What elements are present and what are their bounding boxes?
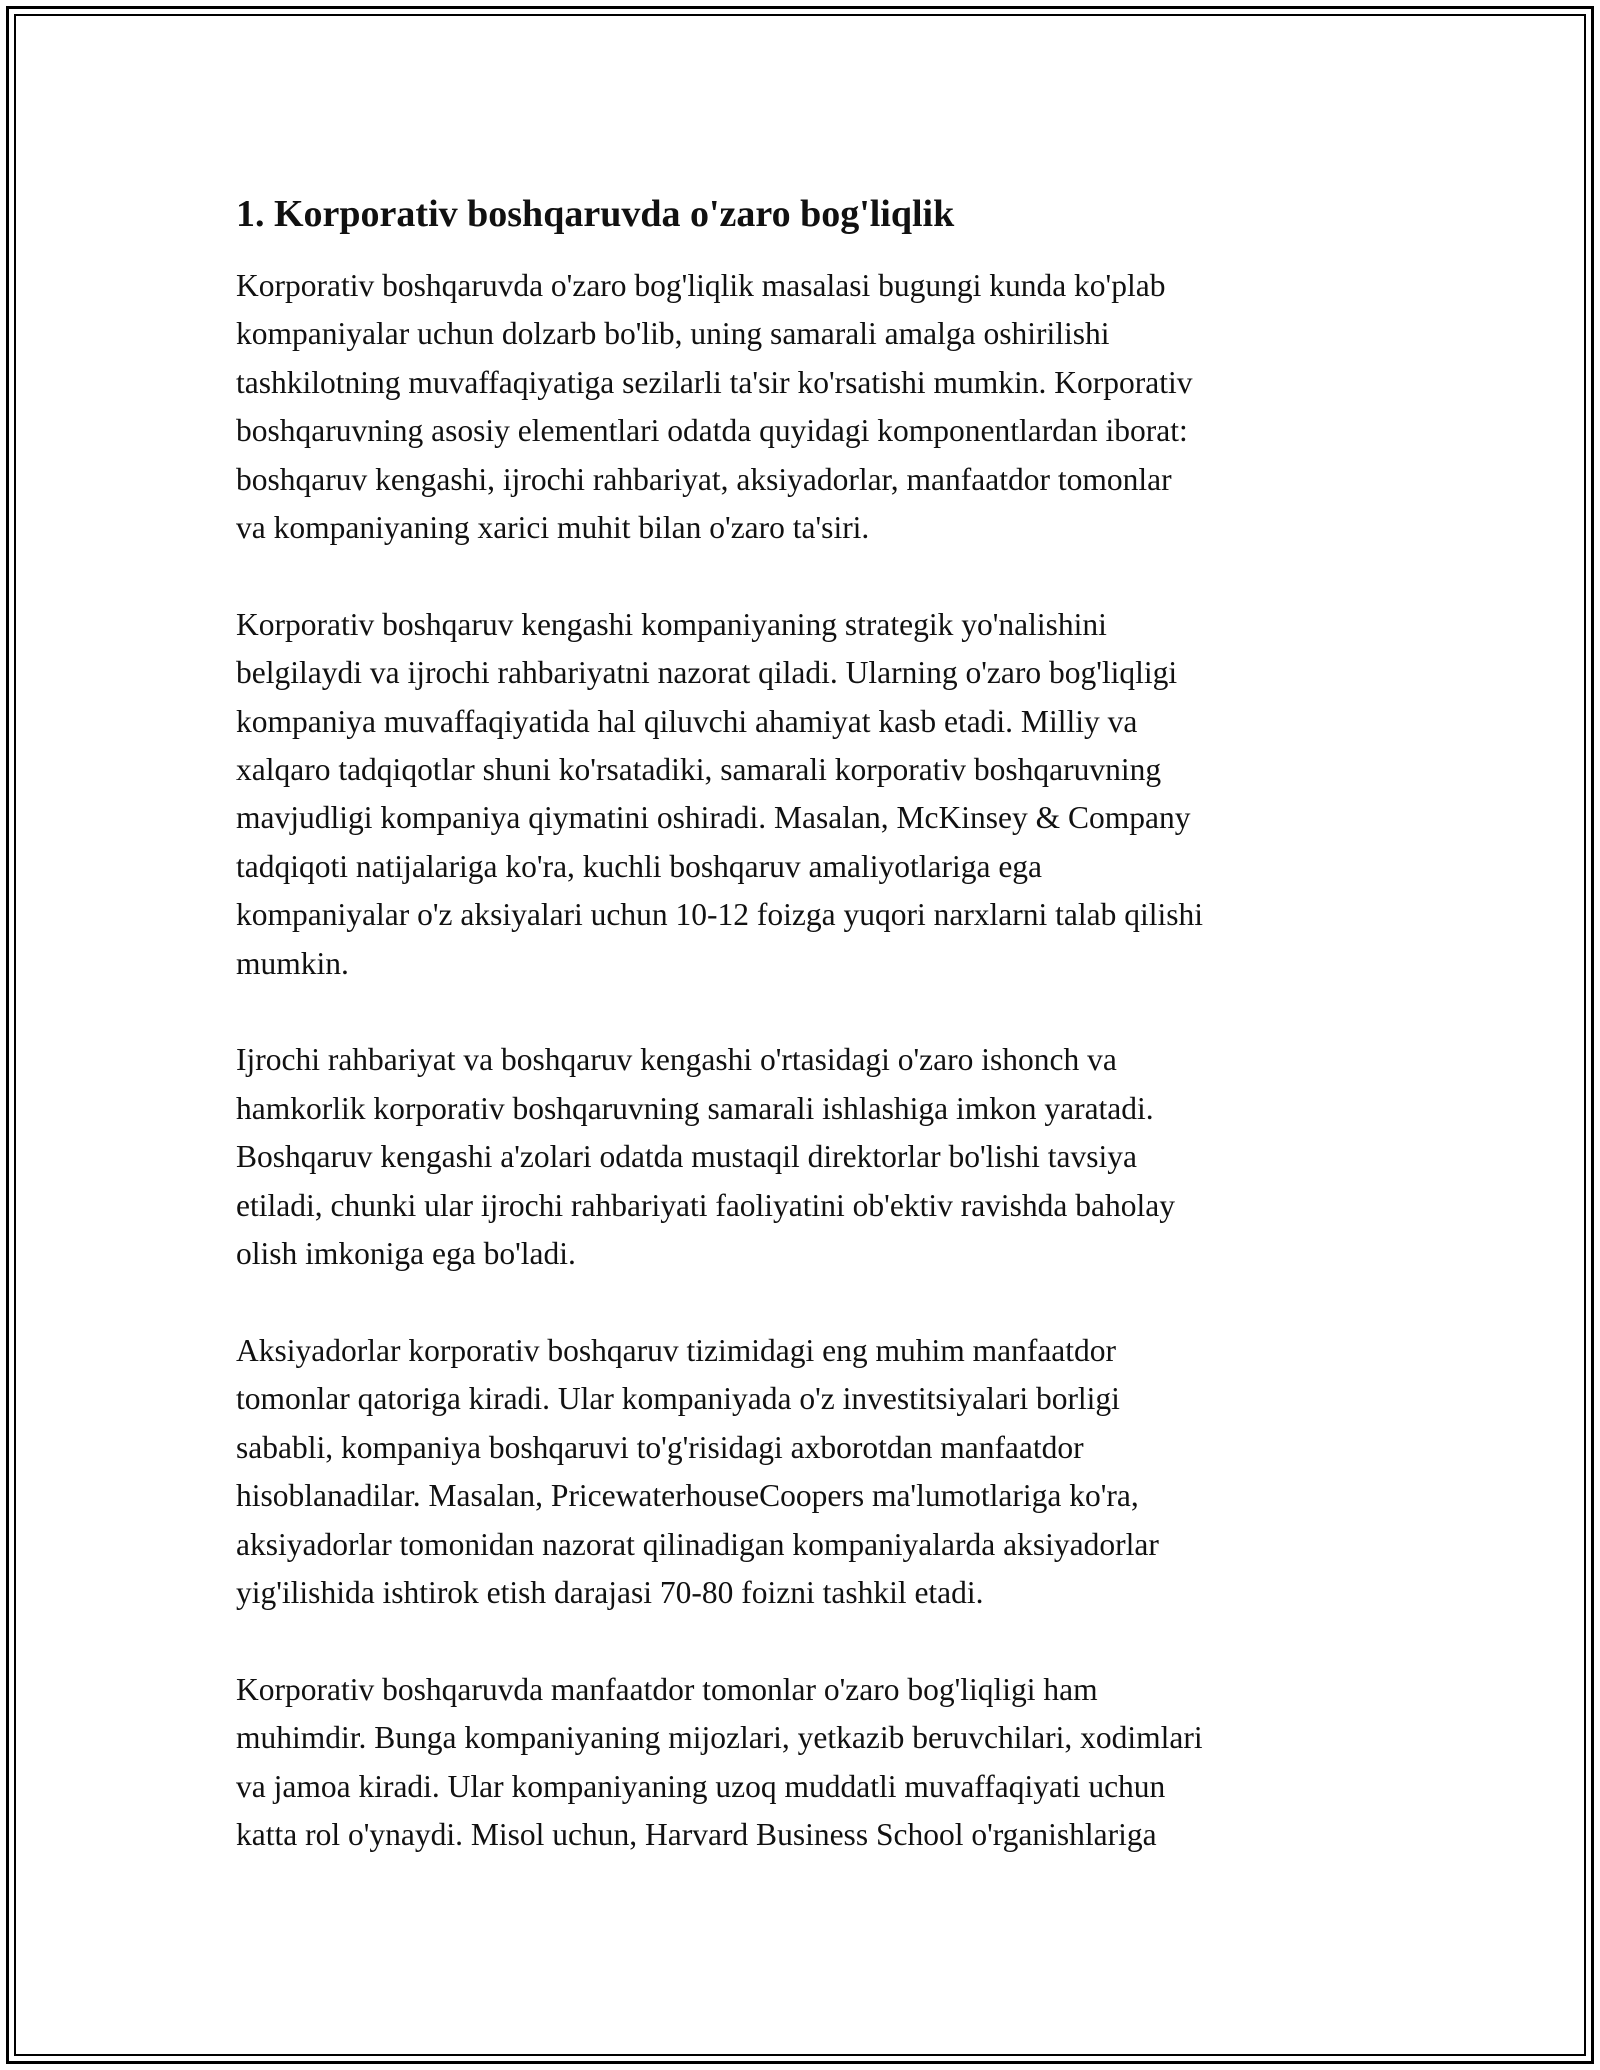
text-line: tadqiqoti natijalariga ko'ra, kuchli boshqaruv amaliyotlariga ega xyxy=(236,848,1043,884)
text-line: Ijrochi rahbariyat va boshqaruv kengashi o'rtasidagi o'zaro ishonch va xyxy=(236,1042,1117,1078)
text-line: katta rol o'ynaydi. Misol uchun, Harvard Business School o'rganishlariga xyxy=(236,1816,1157,1852)
text-line: sababli, kompaniya boshqaruvi to'g'risidagi axborotdan manfaatdor xyxy=(236,1429,1084,1465)
paragraph-list xyxy=(236,262,1376,1859)
paragraph-1 xyxy=(236,262,1376,552)
text-line: yig'ilishida ishtirok etish darajasi 70-80 foizni tashkil etadi. xyxy=(236,1574,984,1610)
text-line: tomonlar qatoriga kiradi. Ular kompaniyada o'z investitsiyalari borligi xyxy=(236,1381,1120,1417)
text-line: muhimdir. Bunga kompaniyaning mijozlari, yetkazib beruvchilari, xodimlari xyxy=(236,1720,1203,1756)
paragraph-5 xyxy=(236,1666,1376,1860)
document-body xyxy=(236,190,1376,1908)
text-line: boshqaruvning asosiy elementlari odatda quyidagi komponentlardan iborat: xyxy=(236,413,1188,449)
text-line: kompaniya muvaffaqiyatida hal qiluvchi ahamiyat kasb etadi. Milliy va xyxy=(236,703,1138,739)
text-line: Korporativ boshqaruvda o'zaro bog'liqlik masalasi bugungi kunda ko'plab xyxy=(236,268,1166,303)
text-line: olish imkoniga ega bo'ladi. xyxy=(236,1236,576,1272)
text-line: Boshqaruv kengashi a'zolari odatda mustaqil direktorlar bo'lishi tavsiya xyxy=(236,1139,1138,1175)
text-line: aksiyadorlar tomonidan nazorat qilinadigan kompaniyalarda aksiyadorlar xyxy=(236,1526,1159,1562)
text-line: Korporativ boshqaruv kengashi kompaniyaning strategik yo'nalishini xyxy=(236,606,1107,642)
paragraph-4 xyxy=(236,1327,1376,1617)
text-line: belgilaydi va ijrochi rahbariyatni nazorat qiladi. Ularning o'zaro bog'liqligi xyxy=(236,655,1178,691)
text-line: tashkilotning muvaffaqiyatiga sezilarli ta'sir ko'rsatishi mumkin. Korporativ xyxy=(236,364,1193,400)
text-line: kompaniyalar o'z aksiyalari uchun 10-12 foizga yuqori narxlarni talab qilishi xyxy=(236,897,1204,933)
paragraph-3 xyxy=(236,1036,1376,1278)
text-line: Aksiyadorlar korporativ boshqaruv tizimidagi eng muhim manfaatdor xyxy=(236,1332,1117,1368)
text-line: va kompaniyaning xarici muhit bilan o'zaro ta'siri. xyxy=(236,510,870,546)
paragraph-2 xyxy=(236,601,1376,988)
text-line: Korporativ boshqaruvda manfaatdor tomonlar o'zaro bog'liqligi ham xyxy=(236,1671,1098,1707)
section-title: 1. Korporativ boshqaruvda o'zaro bog'liqlik xyxy=(236,193,955,235)
text-line: xalqaro tadqiqotlar shuni ko'rsatadiki, samarali korporativ boshqaruvning xyxy=(236,752,1162,788)
text-line: mavjudligi kompaniya qiymatini oshiradi. Masalan, McKinsey & Company xyxy=(236,800,1191,836)
text-line: boshqaruv kengashi, ijrochi rahbariyat, aksiyadorlar, manfaatdor tomonlar xyxy=(236,461,1172,497)
text-line: kompaniyalar uchun dolzarb bo'lib, uning samarali amalga oshirilishi xyxy=(236,316,1110,352)
text-line: etiladi, chunki ular ijrochi rahbariyati faoliyatini ob'ektiv ravishda baholay xyxy=(236,1187,1176,1223)
text-line: hamkorlik korporativ boshqaruvning samarali ishlashiga imkon yaratadi. xyxy=(236,1090,1154,1126)
text-line: va jamoa kiradi. Ular kompaniyaning uzoq muddatli muvaffaqiyati uchun xyxy=(236,1768,1166,1804)
text-line: hisoblanadilar. Masalan, PricewaterhouseCoopers ma'lumotlariga ko'ra, xyxy=(236,1478,1139,1514)
text-line: mumkin. xyxy=(236,945,349,981)
